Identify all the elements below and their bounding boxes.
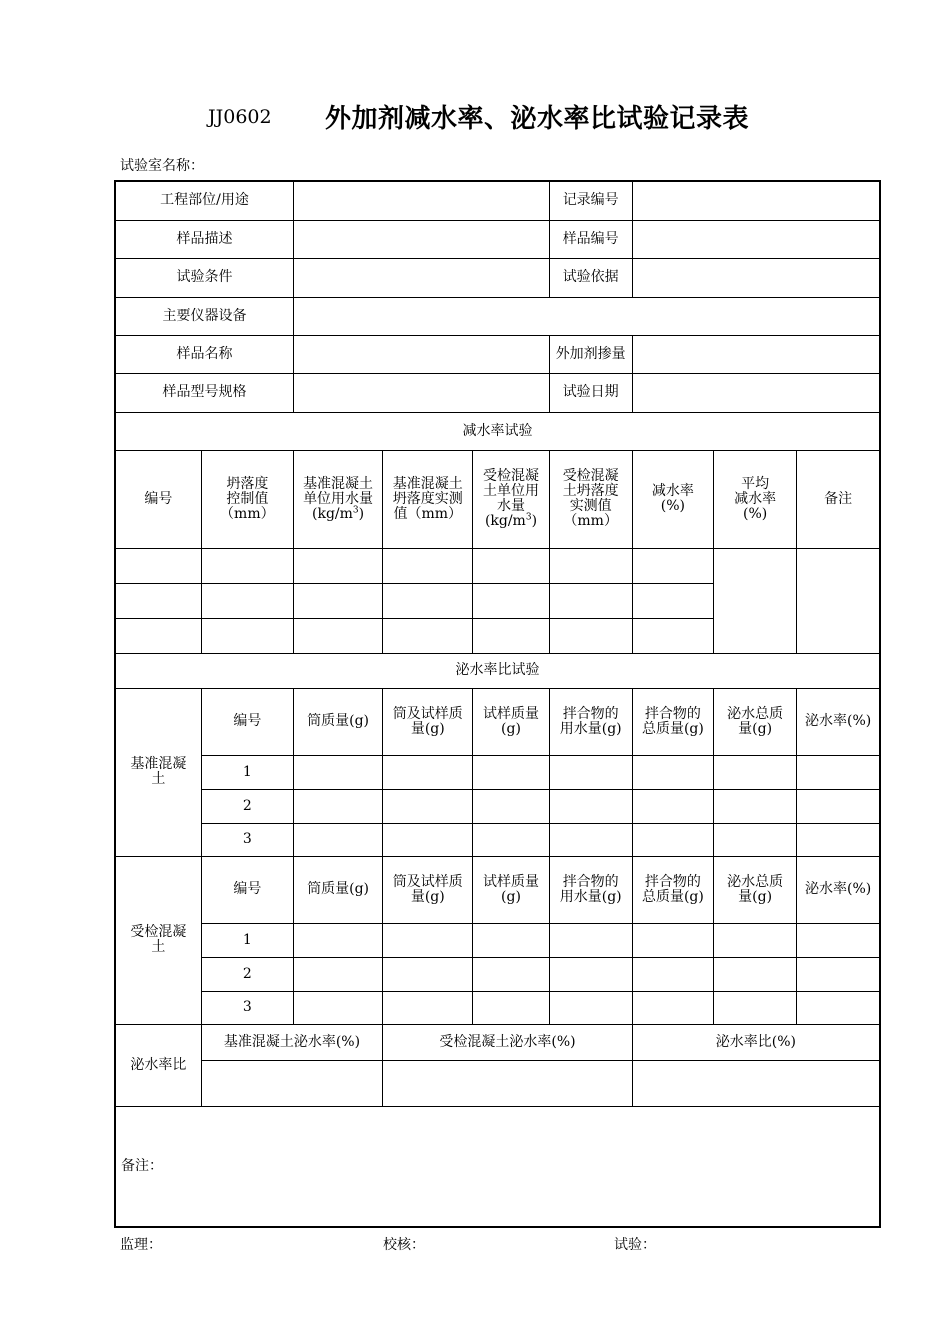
- bl-cell[interactable]: [549, 823, 632, 856]
- bl-cell[interactable]: [549, 957, 632, 991]
- bl-cell[interactable]: [549, 789, 632, 823]
- test-basis-label: 试验依据: [549, 258, 632, 297]
- supervisor-label: 监理：: [120, 1237, 162, 1253]
- sample-model-field[interactable]: [293, 373, 549, 412]
- test-bleed-rate-header: 受检混凝土泌水率(%): [383, 1024, 633, 1060]
- lab-name-label: 试验室名称：: [120, 158, 204, 174]
- remarks-cell[interactable]: [115, 1106, 880, 1227]
- bl-cell[interactable]: [632, 789, 713, 823]
- bl-cell[interactable]: [293, 755, 382, 789]
- bl-cell[interactable]: [473, 991, 549, 1024]
- admixture-dosage-label: 外加剂掺量: [549, 335, 632, 373]
- row-number: 1: [201, 923, 293, 957]
- title-block: [0, 98, 950, 134]
- bl-col-bleed-rate: 泌水率(%): [797, 856, 880, 923]
- bleed-ratio-header: 泌水率比(%): [632, 1024, 880, 1060]
- row-number: 3: [201, 823, 293, 856]
- bl-cell[interactable]: [383, 957, 473, 991]
- bl-cell[interactable]: [293, 923, 382, 957]
- sample-no-field[interactable]: [632, 220, 880, 258]
- wr-cell[interactable]: [115, 618, 201, 653]
- bl-cell[interactable]: [797, 957, 880, 991]
- wr-cell[interactable]: [549, 583, 632, 618]
- wr-col-test-water: 受检混凝 土单位用 水量 $(kg/m^3)$: [473, 450, 549, 548]
- bl-cell[interactable]: [632, 755, 713, 789]
- bl-cell[interactable]: [293, 957, 382, 991]
- page-title: 外加剂减水率、泌水率比试验记录表: [325, 104, 750, 134]
- bl-col-cyl: 筒质量(g): [293, 688, 382, 755]
- bl-cell[interactable]: [293, 789, 382, 823]
- bl-cell[interactable]: [714, 957, 797, 991]
- test-date-label: 试验日期: [549, 373, 632, 412]
- bl-cell[interactable]: [714, 755, 797, 789]
- wr-col-rate: 减水率 (%): [632, 450, 713, 548]
- row-number: 2: [201, 957, 293, 991]
- row-number: 3: [201, 991, 293, 1024]
- bl-cell[interactable]: [714, 823, 797, 856]
- wr-col-test-slump: 受检混凝 土坍落度 实测值 （mm）: [549, 450, 632, 548]
- wr-cell[interactable]: [293, 583, 382, 618]
- bl-col-bleed-total: 泌水总质 量(g): [714, 688, 797, 755]
- wr-cell[interactable]: [473, 583, 549, 618]
- record-no-label: 记录编号: [549, 181, 632, 220]
- wr-cell[interactable]: [201, 583, 293, 618]
- row-number: 1: [201, 755, 293, 789]
- wr-cell[interactable]: [383, 618, 473, 653]
- wr-col-ref-water: 基准混凝土 单位用水量 $(kg/m^3)$: [293, 450, 382, 548]
- bl-col-no: 编号: [201, 856, 293, 923]
- wr-col-avg: 平均 减水率 (%): [714, 450, 797, 548]
- bleeding-section-title: 泌水率比试验: [115, 653, 880, 688]
- test-condition-label: 试验条件: [115, 258, 293, 297]
- wr-cell[interactable]: [473, 548, 549, 583]
- wr-cell[interactable]: [293, 548, 382, 583]
- bl-cell[interactable]: [473, 789, 549, 823]
- wr-cell[interactable]: [383, 548, 473, 583]
- bl-col-mix-water: 拌合物的 用水量(g): [549, 856, 632, 923]
- sample-name-field[interactable]: [293, 335, 549, 373]
- bl-cell[interactable]: [632, 991, 713, 1024]
- wr-col-ref-slump: 基准混凝土 坍落度实测 值（mm）: [383, 450, 473, 548]
- wr-col-no: 编号: [115, 450, 201, 548]
- bl-col-sample: 试样质量 (g): [473, 856, 549, 923]
- bl-cell[interactable]: [797, 755, 880, 789]
- bl-col-cyl-sample: 筒及试样质 量(g): [383, 856, 473, 923]
- bl-cell[interactable]: [549, 755, 632, 789]
- row-number: 2: [201, 789, 293, 823]
- wr-cell[interactable]: [293, 618, 382, 653]
- wr-cell[interactable]: [115, 583, 201, 618]
- bl-cell[interactable]: [797, 923, 880, 957]
- form-code: JJ0602: [208, 106, 272, 128]
- bl-cell[interactable]: [797, 789, 880, 823]
- wr-cell[interactable]: [632, 548, 713, 583]
- bl-col-mix-water: 拌合物的 用水量(g): [549, 688, 632, 755]
- bl-cell[interactable]: [797, 991, 880, 1024]
- bl-col-no: 编号: [201, 688, 293, 755]
- tester-label: 试验：: [614, 1237, 656, 1253]
- bl-col-cyl: 筒质量(g): [293, 856, 382, 923]
- wr-cell[interactable]: [632, 618, 713, 653]
- bl-cell[interactable]: [383, 923, 473, 957]
- bl-col-bleed-total: 泌水总质 量(g): [714, 856, 797, 923]
- test-concrete-group-label: 受检混凝 土: [115, 856, 201, 1024]
- bl-cell[interactable]: [632, 923, 713, 957]
- bl-cell[interactable]: [383, 789, 473, 823]
- sample-desc-label: 样品描述: [115, 220, 293, 258]
- project-part-label: 工程部位/用途: [115, 181, 293, 220]
- bl-cell[interactable]: [293, 823, 382, 856]
- wr-cell[interactable]: [383, 583, 473, 618]
- admixture-dosage-field[interactable]: [632, 335, 880, 373]
- remarks-label: 备注：: [121, 1157, 163, 1174]
- record-no-field[interactable]: [632, 181, 880, 220]
- bleeding-ratio-label: 泌水率比: [115, 1024, 201, 1106]
- wr-col-remark: 备注: [797, 450, 880, 548]
- bl-cell[interactable]: [473, 823, 549, 856]
- wr-cell[interactable]: [201, 618, 293, 653]
- wr-cell[interactable]: [549, 548, 632, 583]
- ref-bleed-rate-header: 基准混凝土泌水率(%): [201, 1024, 382, 1060]
- sample-model-label: 样品型号规格: [115, 373, 293, 412]
- bl-cell[interactable]: [632, 957, 713, 991]
- wr-cell[interactable]: [549, 618, 632, 653]
- ref-concrete-group-label: 基准混凝 土: [115, 688, 201, 856]
- wr-cell[interactable]: [473, 618, 549, 653]
- checker-label: 校核：: [383, 1237, 425, 1253]
- wr-col-slump: 坍落度 控制值 （mm）: [201, 450, 293, 548]
- bl-cell[interactable]: [714, 923, 797, 957]
- bl-cell[interactable]: [549, 991, 632, 1024]
- bl-cell[interactable]: [714, 991, 797, 1024]
- project-part-field[interactable]: [293, 181, 549, 220]
- bl-cell[interactable]: [383, 755, 473, 789]
- water-reduction-section-title: 减水率试验: [115, 412, 880, 450]
- bl-cell[interactable]: [549, 923, 632, 957]
- bl-cell[interactable]: [473, 923, 549, 957]
- wr-avg-cell[interactable]: [714, 548, 797, 653]
- test-bleed-rate-field[interactable]: [383, 1060, 633, 1106]
- main-equipment-label: 主要仪器设备: [115, 297, 293, 335]
- bl-cell[interactable]: [473, 755, 549, 789]
- wr-cell[interactable]: [632, 583, 713, 618]
- sample-no-label: 样品编号: [549, 220, 632, 258]
- bl-cell[interactable]: [714, 789, 797, 823]
- bl-cell[interactable]: [293, 991, 382, 1024]
- sample-desc-field[interactable]: [293, 220, 549, 258]
- bl-cell[interactable]: [383, 823, 473, 856]
- wr-cell[interactable]: [201, 548, 293, 583]
- sample-name-label: 样品名称: [115, 335, 293, 373]
- main-equipment-field[interactable]: [293, 297, 880, 335]
- test-date-field[interactable]: [632, 373, 880, 412]
- bl-col-cyl-sample: 筒及试样质 量(g): [383, 688, 473, 755]
- bl-cell[interactable]: [797, 823, 880, 856]
- ref-bleed-rate-field[interactable]: [201, 1060, 382, 1106]
- test-condition-field[interactable]: [293, 258, 549, 297]
- bl-col-mix-total: 拌合物的 总质量(g): [632, 688, 713, 755]
- bl-col-sample: 试样质量 (g): [473, 688, 549, 755]
- bl-cell[interactable]: [473, 957, 549, 991]
- bl-col-mix-total: 拌合物的 总质量(g): [632, 856, 713, 923]
- bl-cell[interactable]: [383, 991, 473, 1024]
- wr-cell[interactable]: [115, 548, 201, 583]
- test-basis-field[interactable]: [632, 258, 880, 297]
- bl-cell[interactable]: [632, 823, 713, 856]
- bl-col-bleed-rate: 泌水率(%): [797, 688, 880, 755]
- bleed-ratio-field[interactable]: [632, 1060, 880, 1106]
- record-table: [114, 180, 881, 1228]
- wr-remark-cell[interactable]: [797, 548, 880, 653]
